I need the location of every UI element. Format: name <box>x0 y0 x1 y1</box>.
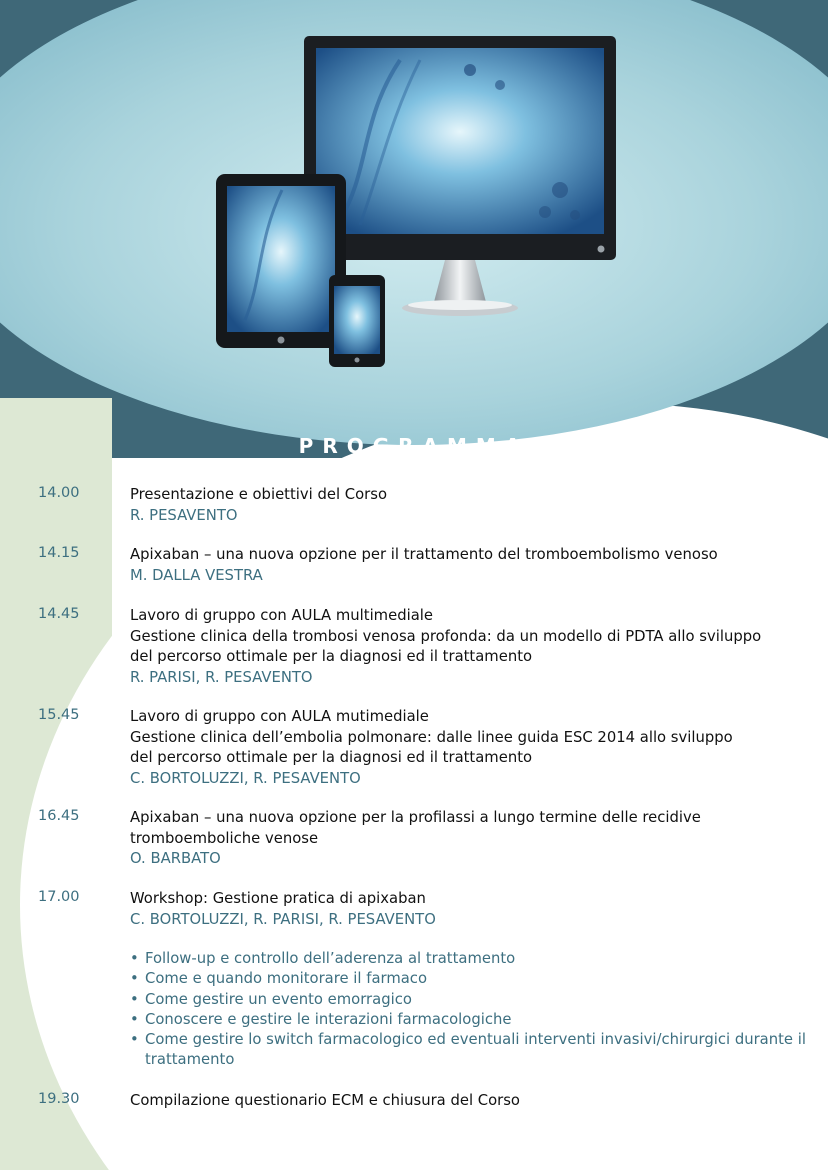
session-speakers: R. PARISI, R. PESAVENTO <box>130 668 313 686</box>
workshop-topic: • Conoscere e gestire le interazioni farmacologiche <box>130 1010 820 1030</box>
session-title: Lavoro di gruppo con AULA mutimediale <box>130 708 429 725</box>
schedule-time: 14.00 <box>38 485 80 501</box>
schedule-time: 19.30 <box>38 1091 80 1107</box>
schedule-time: 14.45 <box>38 606 80 622</box>
workshop-topics <box>130 949 820 1071</box>
schedule-time: 14.15 <box>38 545 80 561</box>
workshop-topic: • Come gestire lo switch farmacologico ed eventuali interventi invasivi/chirurgici durante il trattamento <box>130 1030 820 1071</box>
workshop-topic: • Follow-up e controllo dell’aderenza al trattamento <box>130 949 820 969</box>
session-speakers: R. PESAVENTO <box>130 506 238 524</box>
session-description: del percorso ottimale per la diagnosi ed il trattamento <box>130 749 533 766</box>
session-title: Presentazione e obiettivi del Corso <box>130 486 387 503</box>
workshop-topic: • Come gestire un evento emorragico <box>130 990 820 1010</box>
session-speakers: O. BARBATO <box>130 850 221 867</box>
session-speakers: C. BORTOLUZZI, R. PARISI, R. PESAVENTO <box>130 910 436 928</box>
session-description: del percorso ottimale per la diagnosi ed il trattamento <box>130 648 533 665</box>
session-title-continued: tromboemboliche venose <box>130 829 319 847</box>
schedule-time: 16.45 <box>38 808 80 824</box>
workshop-topic: • Come e quando monitorare il farmaco <box>130 969 820 989</box>
session-speakers: C. BORTOLUZZI, R. PESAVENTO <box>130 769 361 787</box>
schedule-time: 15.45 <box>38 707 80 723</box>
session-speakers: M. DALLA VESTRA <box>130 566 263 584</box>
session-title: Lavoro di gruppo con AULA multimediale <box>130 607 433 624</box>
schedule-time: 17.00 <box>38 889 80 905</box>
session-title: Compilazione questionario ECM e chiusura del Corso <box>130 1092 520 1109</box>
session-title: Apixaban – una nuova opzione per il trattamento del tromboembolismo venoso <box>130 546 718 563</box>
session-description: Gestione clinica dell’embolia polmonare: dalle linee guida ESC 2014 allo sviluppo <box>130 728 733 746</box>
session-title: Workshop: Gestione pratica di apixaban <box>130 890 426 907</box>
page-title: PROGRAMMA <box>298 434 530 458</box>
session-title: Apixaban – una nuova opzione per la profilassi a lungo termine delle recidive <box>130 809 701 826</box>
session-description: Gestione clinica della trombosi venosa profonda: da un modello di PDTA allo sviluppo <box>130 627 762 645</box>
